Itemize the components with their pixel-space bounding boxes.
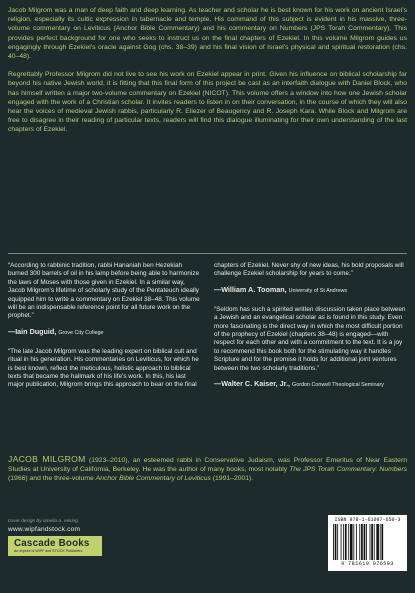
endorser-name: —William A. Tooman, [214, 284, 287, 294]
endorsement-column-right [214, 262, 407, 454]
barcode-bar [345, 524, 347, 560]
barcode-bar [376, 524, 379, 560]
bio-text: (1966) and the three-volume [8, 475, 96, 483]
description-paragraph-1: Jacob Milgrom was a man of deep faith and deep learning. As teacher and scholar he is best known for his work on ancient Israel’s religion, especially its cultic expression in tabernacle and temple. His command of this subject is evident in his massive, three-volume commentary on Leviticus (Anchor Bible Commentary) and his commentary on Numbers (JPS Torah Commentary). This provides perfect background for one who seeks to instruct us on the final chapters of Ezekiel. In this volume Milgrom guides us engagingly through Ezekiel’s oracle against Gog (chs. 38–39) and his final vision of Israel’s physical and spiritual restoration (chs. 40–48). [8, 7, 407, 61]
endorsement-kaiser-text: “Seldom has such a spirited written discussion taken place between a Jewish and an evangelical scholar as is found in this study. Even more fascinating is the direct way in which the most difficult portion of the prophecy of Ezekiel (chapters 38–48) is engaged—with respect for each other and with a commitment to the text. It is a joy to recommend this book both for the stimulating way it handles Scripture and for the promise it holds for additional joint ventures between the two scholarly traditions.” [214, 305, 406, 372]
barcode-bar [361, 524, 363, 560]
cover-design-credit: cover design by amelia a. reising [8, 519, 78, 524]
bio-text: (1991–2001). [210, 475, 254, 483]
barcode-bar [380, 524, 381, 560]
barcode-bar [366, 524, 367, 560]
barcode-bar [350, 524, 353, 560]
endorsement-tooman-text-start: “The late Jacob Milgrom was the leading expert on biblical cult and ritual in his generation. His commentaries on Leviticus, for which he is best known, reflect the meticulous, holistic approach to biblical texts that became the hallmark of his life’s work. In this, his last major publication, Milgrom brings this approach to bear on the final [8, 347, 199, 389]
publisher-logo [8, 536, 102, 556]
barcode-bar [335, 524, 337, 560]
barcode-digits: 9 781610 976503 [341, 561, 394, 567]
endorser-affiliation: Grove City College [58, 329, 104, 336]
barcode-bar [359, 524, 360, 560]
barcode-bars [333, 524, 402, 560]
author-name: JACOB MILGROM [8, 455, 86, 464]
barcode-bar [343, 524, 344, 560]
endorsement-tooman-attribution [214, 285, 407, 296]
endorsement-column-left [8, 262, 201, 454]
endorsement-tooman-text-end: chapters of Ezekiel. Never shy of new ideas, his bold proposals will challenge Ezekiel scholarship for years to come.” [214, 262, 404, 278]
barcode-bar [370, 524, 371, 560]
barcode-bar [348, 524, 349, 560]
barcode-bar [371, 524, 373, 560]
bio-book-title: Anchor Bible Commentary of Leviticus [95, 475, 211, 483]
publisher-name: Cascade Books [14, 537, 90, 549]
barcode-bar [364, 524, 366, 560]
endorser-name: —Iain Duguid, [8, 326, 57, 336]
endorser-affiliation: Gordon Conwell Theological Seminary [292, 382, 384, 389]
barcode-bar [353, 524, 354, 560]
isbn-label: ISBN 978-1-61097-650-3 [334, 517, 401, 523]
barcode-bar [333, 524, 334, 560]
publisher-imprint: An Imprint of WIPF and STOCK Publishers [14, 548, 83, 553]
author-bio [8, 455, 407, 510]
barcode-bar [341, 524, 342, 560]
barcode-bar [374, 524, 375, 560]
divider [8, 253, 407, 254]
description-paragraph-2: Regrettably Professor Milgrom did not live to see his work on Ezekiel appear in print. Given his influence on biblical scholarship far beyond his native Jewish world, it is fitting that this final form of this project be cast as an interfaith dialogue with Daniel Block, who has himself written a major two-volume commentary on Ezekiel (NICOT). This volume offers a window into how one Jewish scholar engaged with the work of a Christian scholar. It invites readers to listen in on their conversation, in the course of which they will also hear the voices of medieval Jewish rabbis, particularly R. Eliezer of Beaugency and R. Joseph Kara. While Block and Milgrom are free to disagree in their reading of particular texts, readers will find this dialogue illuminating for their own understanding of the last chapters of Ezekiel. [8, 71, 407, 134]
endorsement-duguid-text: “According to rabbinic tradition, rabbi Hananiah ben Hezekiah burned 300 barrels of oil in his lamp before being able to harmonize the laws of Moses with those given in Ezekiel. In a similar way, Jacob Milgrom’s lifetime of scholarly study of the Pentateuch ideally equipped him to write a commentary on Ezekiel 38–48. This volume will be an indispensable reference point for all future work on the prophet.” [8, 262, 200, 320]
publisher-website: www.wipfandstock.com [8, 526, 81, 533]
bio-text: (1923–2010), an esteemed rabbi in Conservative Judaism, was Professor Emeritus of Near Eastern Studies at University of California, Berkeley. He was the author of many books, most notably [8, 457, 407, 474]
barcode-bar [337, 524, 338, 560]
bio-book-title: The JPS Torah Commentary: Numbers [289, 466, 407, 474]
barcode-bar [381, 524, 383, 560]
barcode [328, 515, 407, 571]
endorser-name: —Walter C. Kaiser, Jr., [214, 379, 291, 389]
barcode-bar [356, 524, 357, 560]
endorsement-duguid-attribution [8, 327, 201, 338]
endorsement-kaiser-attribution [214, 379, 407, 390]
endorsements [8, 262, 407, 454]
description-text [8, 6, 407, 249]
endorser-affiliation: University of St Andrews [288, 287, 348, 294]
